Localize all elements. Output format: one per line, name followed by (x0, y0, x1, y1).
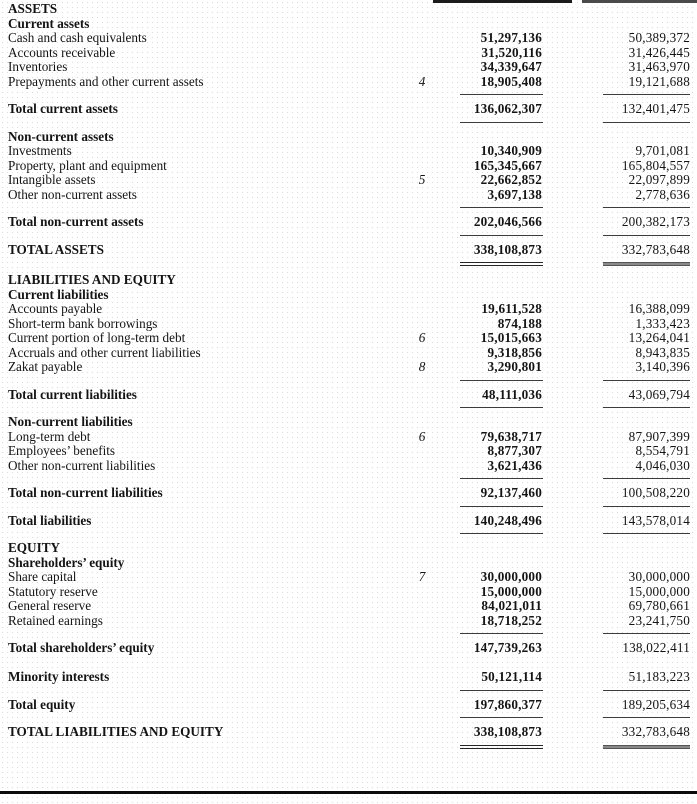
amount-current-period: 30,000,000 (480, 569, 542, 585)
line-item-label: Other non-current assets (8, 187, 137, 202)
amount-prior-period: 50,389,372 (628, 30, 690, 45)
row-current-portion-of-long-term-debt (0, 331, 697, 346)
spacer-row (0, 656, 697, 671)
amount-prior-period: 200,382,173 (621, 214, 690, 229)
amount-current-period: 140,248,496 (473, 512, 542, 528)
amount-prior-period (600, 541, 690, 556)
note-reference: 7 (418, 569, 426, 585)
underline-row (0, 407, 697, 408)
row-long-term-debt (0, 430, 697, 445)
amount-prior-period: 19,121,688 (628, 73, 690, 89)
amount-current-period (452, 273, 544, 288)
amount-prior-period (600, 273, 690, 288)
note-reference (392, 415, 452, 430)
note-reference (392, 317, 452, 332)
amount-underline (603, 122, 690, 123)
amount-current-period: 50,121,114 (481, 669, 542, 685)
line-item-label: Intangible assets (8, 173, 96, 187)
amount-prior-period: 165,804,557 (621, 157, 690, 173)
balance-sheet-table (0, 2, 697, 756)
row-minority-interests (0, 670, 697, 685)
line-item-label: Retained earnings (8, 613, 103, 628)
note-reference (392, 459, 452, 474)
row-employees-benefits (0, 444, 697, 459)
amount-prior-period (600, 556, 690, 571)
amount-underline (460, 717, 543, 718)
amount-underline (603, 506, 690, 507)
amount-prior-period: 13,264,041 (628, 330, 690, 346)
line-item-label: Accruals and other current liabilities (8, 345, 201, 360)
line-item-label: Statutory reserve (8, 584, 98, 599)
row-share-capital (0, 570, 697, 585)
amount-current-period: 338,108,873 (473, 241, 542, 257)
amount-underline (603, 94, 690, 95)
page-bottom-border (0, 791, 697, 794)
amount-prior-period: 87,907,399 (628, 428, 690, 444)
amount-underline (603, 745, 690, 749)
amount-prior-period (600, 17, 690, 32)
amount-underline (603, 717, 690, 718)
amount-underline (460, 262, 543, 266)
amount-current-period (452, 541, 544, 556)
note-reference (392, 514, 452, 529)
note-reference (392, 486, 452, 501)
amount-underline (603, 533, 690, 534)
amount-underline (460, 533, 543, 534)
line-item-label: Share capital (8, 570, 77, 585)
note-reference (392, 346, 452, 361)
amount-prior-period: 100,508,220 (621, 485, 690, 501)
amount-prior-period: 3,140,396 (635, 359, 690, 375)
amount-current-period: 18,905,408 (480, 73, 542, 89)
underline-row (0, 506, 697, 507)
underline-row (0, 533, 697, 534)
line-item-label: Short-term bank borrowings (8, 316, 158, 331)
row-other-non-current-liabilities (0, 459, 697, 474)
line-item-label: Total non-current liabilities (8, 486, 163, 501)
row-total-non-current-liabilities (0, 486, 697, 501)
line-item-label: Zakat payable (8, 360, 83, 375)
line-item-label: Long-term debt (8, 429, 91, 444)
amount-current-period: 84,021,011 (481, 598, 542, 614)
row-accruals-and-other-current-liabilities (0, 346, 697, 361)
line-item-label: Other non-current liabilities (8, 458, 156, 473)
amount-current-period: 3,290,801 (487, 359, 542, 375)
note-reference (392, 388, 452, 403)
amount-current-period: 9,318,856 (487, 344, 542, 360)
amount-underline (460, 407, 543, 408)
amount-underline (603, 262, 690, 266)
amount-underline (460, 122, 543, 123)
line-item-label: Total current liabilities (8, 387, 137, 402)
amount-underline (460, 380, 543, 381)
line-item-label: Non-current liabilities (8, 415, 133, 430)
row-current-assets (0, 17, 697, 32)
amount-prior-period: 69,780,661 (628, 598, 690, 614)
amount-current-period: 51,297,136 (480, 30, 542, 45)
note-reference (392, 725, 452, 740)
amount-current-period: 10,340,909 (480, 143, 542, 158)
amount-current-period: 202,046,566 (473, 214, 542, 229)
amount-current-period (452, 17, 544, 32)
note-reference (392, 17, 452, 32)
amount-prior-period: 4,046,030 (635, 457, 690, 473)
underline-row (0, 690, 697, 691)
note-reference (392, 288, 452, 303)
amount-prior-period: 332,783,648 (621, 724, 690, 740)
row-total-assets (0, 243, 697, 258)
amount-prior-period: 332,783,648 (621, 241, 690, 257)
amount-prior-period: 22,097,899 (628, 172, 690, 187)
amount-prior-period: 16,388,099 (628, 301, 690, 317)
amount-current-period: 15,015,663 (480, 330, 542, 346)
amount-underline (603, 478, 690, 479)
row-intangible-assets (0, 173, 697, 188)
amount-underline (460, 207, 543, 208)
row-total-liabilities-and-equity (0, 725, 697, 740)
row-assets (0, 2, 697, 17)
amount-current-period: 15,000,000 (480, 583, 542, 599)
note-reference (392, 31, 452, 46)
double-underline-row (0, 262, 697, 266)
underline-row (0, 122, 697, 123)
amount-prior-period (600, 288, 690, 303)
amount-current-period: 79,638,717 (480, 428, 542, 444)
amount-underline (603, 207, 690, 208)
line-item-label: Total shareholders’ equity (8, 641, 155, 656)
amount-prior-period: 138,022,411 (622, 640, 690, 656)
line-item-label: General reserve (8, 599, 92, 614)
row-inventories (0, 60, 697, 75)
line-item-label: Total equity (8, 697, 76, 712)
amount-prior-period: 143,578,014 (621, 512, 690, 528)
row-total-current-assets (0, 102, 697, 117)
row-non-current-assets (0, 130, 697, 145)
line-item-label: Current liabilities (8, 287, 109, 302)
amount-current-period: 147,739,263 (473, 640, 542, 656)
line-item-label: Non-current assets (8, 129, 114, 144)
note-reference (392, 60, 452, 75)
note-reference (392, 273, 452, 288)
line-item-label: Inventories (8, 60, 68, 74)
amount-underline (460, 94, 543, 95)
note-reference (392, 130, 452, 145)
row-total-shareholders-equity (0, 641, 697, 656)
row-liabilities-and-equity (0, 273, 697, 288)
note-reference (392, 215, 452, 230)
amount-prior-period (600, 2, 690, 17)
amount-current-period: 18,718,252 (480, 612, 542, 628)
note-reference (392, 243, 452, 258)
amount-current-period: 136,062,307 (473, 101, 542, 116)
line-item-label: Current portion of long-term debt (8, 331, 186, 346)
underline-row (0, 478, 697, 479)
amount-prior-period: 31,463,970 (628, 59, 690, 74)
line-item-label: Accounts receivable (8, 45, 116, 60)
row-investments (0, 144, 697, 159)
note-reference (392, 444, 452, 459)
row-property-plant-and-equipment (0, 159, 697, 174)
note-reference (392, 599, 452, 614)
line-item-label: Total current assets (8, 102, 118, 116)
row-accounts-payable (0, 302, 697, 317)
row-equity (0, 541, 697, 556)
amount-prior-period: 30,000,000 (628, 569, 690, 585)
double-underline-row (0, 745, 697, 749)
note-reference: 5 (418, 172, 426, 187)
row-total-current-liabilities (0, 388, 697, 403)
amount-prior-period: 31,426,445 (628, 44, 690, 60)
line-item-label: Minority interests (8, 670, 110, 685)
row-shareholders-equity (0, 556, 697, 571)
amount-underline (460, 690, 543, 691)
amount-current-period: 3,697,138 (487, 186, 542, 202)
note-reference (392, 46, 452, 61)
note-reference (392, 2, 452, 17)
underline-row (0, 633, 697, 634)
amount-prior-period: 9,701,081 (635, 143, 690, 158)
line-item-label: Shareholders’ equity (8, 555, 125, 570)
underline-row (0, 207, 697, 208)
line-item-label: Total liabilities (8, 513, 92, 528)
underline-row (0, 380, 697, 381)
note-reference (392, 585, 452, 600)
underline-row (0, 235, 697, 236)
amount-prior-period: 15,000,000 (628, 583, 690, 599)
amount-prior-period: 8,554,791 (635, 443, 690, 459)
amount-underline (603, 380, 690, 381)
line-item-label: Property, plant and equipment (8, 158, 167, 173)
row-prepayments-and-other-current-assets (0, 75, 697, 90)
row-non-current-liabilities (0, 415, 697, 430)
row-retained-earnings (0, 614, 697, 629)
line-item-label: Current assets (8, 16, 90, 31)
amount-prior-period: 189,205,634 (621, 696, 690, 712)
underline-row (0, 94, 697, 95)
amount-underline (460, 235, 543, 236)
note-reference: 6 (418, 330, 426, 346)
amount-prior-period: 23,241,750 (628, 612, 690, 628)
amount-prior-period: 51,183,223 (628, 669, 690, 685)
amount-underline (460, 745, 543, 749)
row-cash-and-cash-equivalents (0, 31, 697, 46)
amount-prior-period: 1,333,423 (635, 315, 690, 331)
amount-underline (603, 633, 690, 634)
row-zakat-payable (0, 360, 697, 375)
amount-prior-period (600, 130, 690, 145)
line-item-label: Investments (8, 144, 72, 158)
amount-current-period: 22,662,852 (480, 172, 542, 187)
note-reference (392, 698, 452, 713)
amount-prior-period (600, 415, 690, 430)
row-statutory-reserve (0, 585, 697, 600)
amount-prior-period: 43,069,794 (628, 386, 690, 402)
line-item-label: EQUITY (8, 541, 61, 556)
row-general-reserve (0, 599, 697, 614)
line-item-label: TOTAL ASSETS (8, 242, 104, 257)
note-reference (392, 188, 452, 203)
amount-current-period: 338,108,873 (473, 724, 542, 740)
note-reference (392, 159, 452, 174)
amount-prior-period: 8,943,835 (635, 344, 690, 360)
line-item-label: LIABILITIES AND EQUITY (8, 273, 176, 288)
amount-underline (603, 690, 690, 691)
amount-current-period (452, 130, 544, 145)
row-total-liabilities (0, 514, 697, 529)
line-item-label: TOTAL LIABILITIES AND EQUITY (8, 725, 224, 740)
amount-underline (460, 633, 543, 634)
row-total-equity (0, 698, 697, 713)
amount-underline (603, 235, 690, 236)
amount-current-period: 19,611,528 (481, 301, 542, 317)
row-other-non-current-assets (0, 188, 697, 203)
line-item-label: Total non-current assets (8, 215, 144, 229)
amount-current-period: 8,877,307 (487, 443, 542, 459)
amount-underline (460, 506, 543, 507)
note-reference (392, 614, 452, 629)
amount-prior-period: 2,778,636 (635, 186, 690, 202)
line-item-label: Cash and cash equivalents (8, 31, 147, 45)
line-item-label: Accounts payable (8, 302, 103, 317)
row-short-term-bank-borrowings (0, 317, 697, 332)
amount-current-period (452, 2, 544, 17)
line-item-label: ASSETS (8, 2, 58, 16)
amount-current-period: 165,345,667 (473, 157, 542, 173)
note-reference (392, 541, 452, 556)
line-item-label: Prepayments and other current assets (8, 74, 204, 89)
note-reference (392, 302, 452, 317)
note-reference (392, 670, 452, 685)
row-current-liabilities (0, 288, 697, 303)
note-reference (392, 144, 452, 159)
line-item-label: Employees’ benefits (8, 444, 116, 459)
amount-current-period (452, 556, 544, 571)
row-accounts-receivable (0, 46, 697, 61)
note-reference (392, 556, 452, 571)
note-reference (392, 641, 452, 656)
amount-current-period: 48,111,036 (482, 386, 542, 402)
amount-current-period: 3,621,436 (487, 457, 542, 473)
note-reference: 4 (418, 73, 426, 89)
amount-current-period (452, 288, 544, 303)
amount-current-period: 874,188 (497, 315, 542, 331)
amount-underline (603, 407, 690, 408)
row-total-non-current-assets (0, 215, 697, 230)
note-reference: 8 (418, 359, 426, 375)
amount-underline (460, 478, 543, 479)
note-reference: 6 (418, 428, 426, 444)
amount-current-period (452, 415, 544, 430)
amount-current-period: 34,339,647 (480, 59, 542, 74)
amount-current-period: 31,520,116 (481, 44, 542, 60)
note-reference (392, 102, 452, 117)
amount-prior-period: 132,401,475 (621, 101, 690, 116)
amount-current-period: 197,860,377 (473, 696, 542, 712)
amount-current-period: 92,137,460 (480, 485, 542, 501)
underline-row (0, 717, 697, 718)
